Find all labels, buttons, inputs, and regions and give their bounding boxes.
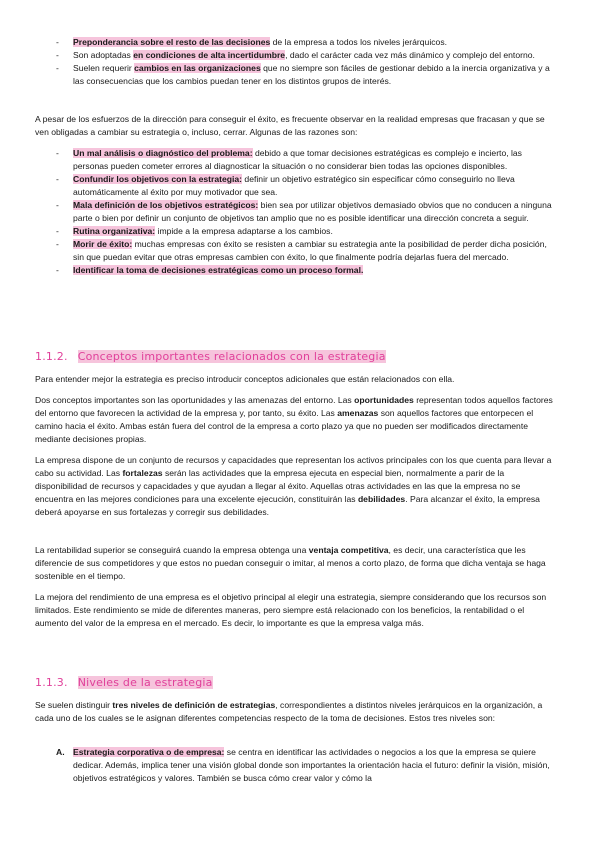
paragraph: La mejora del rendimiento de una empresa es el objetivo principal al elegir una estrategia, siempre considerando que los recursos son limitados. Este rendimiento se mide de diferentes maneras, pero siempre está relacionado con los beneficios, la rentabilidad o el aumento del valor de la empresa en el mercado. Es decir, lo importante es que la empresa valga más. bbox=[35, 592, 547, 628]
item-label: A. bbox=[56, 747, 65, 757]
section-title: Conceptos importantes relacionados con la estrategia bbox=[77, 350, 386, 363]
section-title: Niveles de la estrategia bbox=[77, 676, 213, 689]
highlight: Preponderancia sobre el resto de las decisiones bbox=[73, 37, 271, 47]
list-item: - Preponderancia sobre el resto de las decisiones de la empresa a todos los niveles jerárquicos. bbox=[0, 36, 599, 49]
reasons-list bbox=[0, 147, 599, 277]
section-number: 1.1.2. bbox=[35, 350, 68, 363]
list-item: - Morir de éxito: muchas empresas con éxito se resisten a cambiar su estrategia ante la posibilidad de perder dicha posición, sin que puedan evitar que otras empresas cambien con éxito, lo que finalmente podría dejarlas fuera del mercado. bbox=[0, 238, 599, 264]
list-item bbox=[0, 264, 599, 277]
intro-paragraph: A pesar de los esfuerzos de la dirección para conseguir el éxito, es frecuente observar en la realidad empresas que fracasan y que se ven obligadas a cambiar su estrategia o, incluso, cerrar. Algunas de las razones son: bbox=[35, 114, 545, 137]
highlight: Rutina organizativa: bbox=[73, 226, 156, 236]
highlight: en condiciones de alta incertidumbre bbox=[133, 50, 286, 60]
highlight: Estrategia corporativa o de empresa: bbox=[73, 747, 225, 757]
list-item: - Un mal análisis o diagnóstico del problema: debido a que tomar decisiones estratégicas es complejo e incierto, las personas pueden cometer errores al diagnosticar la situación o no considerar bien todas las opciones disponibles. bbox=[0, 147, 599, 173]
paragraph: La empresa dispone de un conjunto de recursos y capacidades que representan los activos principales con los que cuenta para llevar a cabo su actividad. Las fortalezas serán las actividades que la empresa ejecuta en especial bien, normalmente a parir de la disponibilidad de recursos y capacidades y que ayudan a llegar al éxito. Aquellas otras actividades en las que la empresa no se encuentra en las mejores condiciones para una excelente ejecución, constituirán las debilidades. Para alcanzar el éxito, la empresa deberá apoyarse en sus fortalezas y corregir sus debilidades. bbox=[35, 455, 552, 517]
list-item: - Rutina organizativa: impide a la empresa adaptarse a los cambios. bbox=[0, 225, 599, 238]
paragraph: Se suelen distinguir tres niveles de definición de estrategias, correspondientes a distintos niveles jerárquicos en la organización, a cada uno de los cuales se le asignan diferentes competencias respecto de la toma de decisiones. Estos tres niveles son: bbox=[35, 700, 543, 723]
list-item: - Mala definición de los objetivos estratégicos: bien sea por utilizar objetivos demasiado obvios que no conducen a ninguna parte o bien por definir un conjunto de objetivos tan amplio que no es posible identificar una dirección concreta a seguir. bbox=[0, 199, 599, 225]
paragraph: Dos conceptos importantes son las oportunidades y las amenazas del entorno. Las oportunidades representan todos aquellos factores del entorno que favorecen la actividad de la empresa y, por tanto, su éxito. Las amenazas son aquellos factores que entorpecen el camino hacia el éxito. Ambas están fuera del control de la empresa a corto plazo ya que no pueden ser modificados directamente mediante decisiones propias. bbox=[35, 395, 553, 444]
characteristics-list bbox=[0, 36, 599, 88]
section-heading-1-1-3 bbox=[0, 676, 213, 689]
highlight: Confundir los objetivos con la estrategia: bbox=[73, 174, 243, 184]
highlight: Un mal análisis o diagnóstico del problema: bbox=[73, 148, 253, 158]
section-number: 1.1.3. bbox=[35, 676, 68, 689]
highlight: Mala definición de los objetivos estratégicos: bbox=[73, 200, 259, 210]
section-heading-1-1-2 bbox=[0, 350, 386, 363]
list-item: - Suelen requerir cambios en las organizaciones que no siempre son fáciles de gestionar debido a la inercia organizativa y a las consecuencias que los cambios puedan tener en los distintos grupos de interés. bbox=[0, 62, 599, 88]
paragraph: Para entender mejor la estrategia es preciso introducir conceptos adicionales que están relacionados con ella. bbox=[35, 374, 455, 384]
highlight: cambios en las organizaciones bbox=[134, 63, 261, 73]
paragraph: La rentabilidad superior se conseguirá cuando la empresa obtenga una ventaja competitiva, es decir, una característica que les diferencie de sus competidores y que estos no puedan conseguir o imitar, al menos a corto plazo, de forma que dicha ventaja se haga sostenible en el tiempo. bbox=[35, 545, 546, 581]
list-item: A. Estrategia corporativa o de empresa: se centra en identificar las actividades o negocios a los que la empresa se quiere dedicar. Además, implica tener una visión global donde son importantes la orientación hacia el futuro: definir la visión, misión, objetivos estratégicos y valores. También se busca cómo crear valor y cómo la bbox=[56, 747, 550, 783]
levels-list bbox=[0, 746, 599, 785]
highlight: Identificar la toma de decisiones estratégicas como un proceso formal. bbox=[73, 265, 364, 275]
list-item: - Confundir los objetivos con la estrategia: definir un objetivo estratégico sin especificar cómo conseguirlo no lleva automáticamente al éxito por muy motivador que sea. bbox=[0, 173, 599, 199]
list-item: - Son adoptadas en condiciones de alta incertidumbre, dado el carácter cada vez más dinámico y complejo del entorno. bbox=[0, 49, 599, 62]
highlight: Morir de éxito: bbox=[73, 239, 133, 249]
